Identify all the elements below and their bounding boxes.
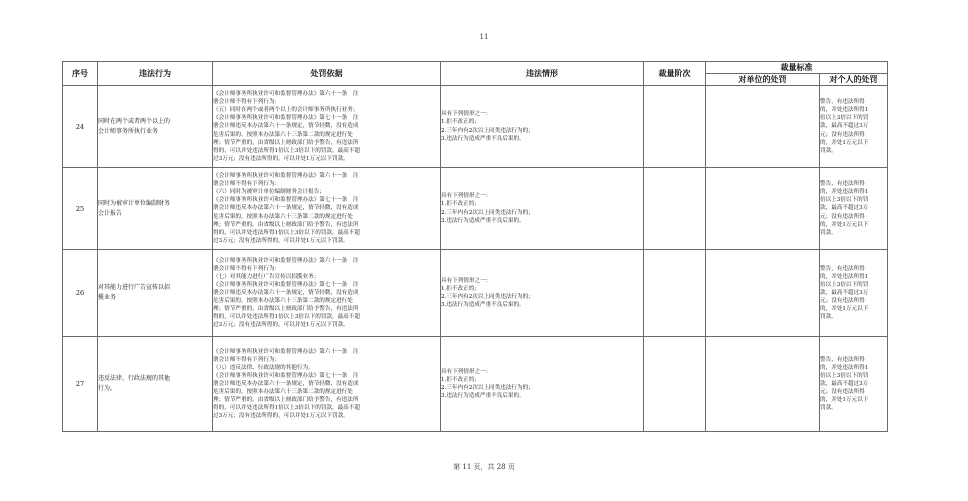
- person_penalty-line: 罚款。: [820, 314, 837, 321]
- basis-line: 危害后果的，按照本办法第六十三条第二款的规定进行处: [213, 389, 353, 396]
- cell-circumstance: [441, 337, 644, 432]
- basis-line: 过3万元；没有违法所得的，可以并处1万元以下罚款。: [213, 155, 349, 162]
- basis-line: 得的，可以并处违法所得1倍以上3倍以下的罚款，最高不超: [213, 405, 360, 412]
- circumstance-line: 2.三年内有2次以上同类违法行为的；: [441, 294, 534, 300]
- header-unit-penalty: 对单位的处罚: [706, 74, 820, 86]
- person_penalty-line: 的，并处违法所得1: [820, 107, 869, 114]
- person_penalty-line: 元；没有违法所得: [820, 213, 865, 220]
- basis-line: 册会计师不得有下列行为：: [213, 265, 281, 272]
- basis-line: 《会计师事务所执业许可和监督管理办法》第六十一条 注: [213, 91, 359, 98]
- violation-line: 会计报告: [98, 209, 123, 217]
- table-body: [63, 86, 888, 432]
- person_penalty-line: 罚款。: [820, 147, 837, 154]
- person_penalty-line: 元；没有违法所得: [820, 131, 865, 138]
- circumstance-line: 具有下列情形之一：: [441, 277, 492, 284]
- violation-line: 对其能力进行广告宣传以招: [98, 284, 171, 291]
- table-row: [63, 86, 888, 168]
- cell-violation: [98, 250, 213, 337]
- person_penalty-line: 倍以上3倍以下的罚: [820, 115, 869, 122]
- cell-level: [644, 86, 706, 168]
- basis-line: 得的，可以并处违法所得1倍以上3倍以下的罚款，最高不超: [213, 229, 360, 236]
- basis-line: 《会计师事务所执业许可和监督管理办法》第七十一条 注: [213, 372, 359, 379]
- basis-line: 《会计师事务所执业许可和监督管理办法》第七十一条 注: [213, 281, 359, 288]
- cell-basis: [213, 337, 441, 432]
- person_penalty-line: 倍以上3倍以下的罚: [820, 281, 869, 288]
- cell-level: [644, 250, 706, 337]
- header-violation: 违法行为: [98, 62, 213, 86]
- basis-line: 《会计师事务所执业许可和监督管理办法》第六十一条 注: [213, 348, 359, 355]
- person_penalty-line: 倍以上3倍以下的罚: [820, 197, 869, 204]
- basis-line: 册会计师违反本办法第六十一条规定，情节轻微，没有造成: [213, 205, 359, 212]
- person_penalty-line: 倍以上3倍以下的罚: [820, 372, 869, 379]
- basis-line: 《会计师事务所执业许可和监督管理办法》第六十一条 注: [213, 257, 359, 264]
- person_penalty-line: 警告，有违法所得: [820, 265, 865, 272]
- circumstance-line: 3.违法行为造成严重不良后果的。: [441, 217, 525, 224]
- person_penalty-line: 款，最高不超过3万: [820, 380, 869, 387]
- cell-level: [644, 337, 706, 432]
- person_penalty-line: 的，并处违法所得1: [820, 189, 869, 196]
- cell-violation: [98, 168, 213, 250]
- person_penalty-line: 款，最高不超过3万: [820, 123, 869, 130]
- cell-level: [644, 168, 706, 250]
- cell-basis: [213, 250, 441, 337]
- header-circumstance: 违法情形: [441, 62, 644, 86]
- basis-line: 理；情节严重的，由省级以上财政部门给予警告，有违法所: [213, 306, 359, 313]
- basis-line: 危害后果的，按照本办法第六十三条第二款的规定进行处: [213, 213, 353, 220]
- cell-circumstance: [441, 168, 644, 250]
- cell-unit-penalty: [706, 168, 820, 250]
- header-person-penalty: 对个人的处罚: [820, 74, 888, 86]
- basis-line: 册会计师不得有下列行为：: [213, 181, 281, 188]
- basis-line: 过3万元；没有违法所得的，可以并处1万元以下罚款。: [213, 237, 349, 244]
- basis-line: 得的，可以并处违法所得1倍以上3倍以下的罚款，最高不超: [213, 147, 360, 154]
- circumstance-line: 3.违法行为造成严重不良后果的。: [441, 135, 525, 142]
- header-standard: 裁量标准: [706, 62, 888, 74]
- basis-line: 得的，可以并处违法所得1倍以上3倍以下的罚款，最高不超: [213, 314, 360, 321]
- circumstance-line: 具有下列情形之一：: [441, 368, 492, 375]
- person_penalty-line: 元；没有违法所得: [820, 298, 865, 305]
- cell-seq: 25: [63, 168, 98, 250]
- basis-line: 册会计师不得有下列行为：: [213, 356, 281, 363]
- basis-line: 册会计师不得有下列行为：: [213, 99, 281, 106]
- person_penalty-line: 的，并处1万元以下: [820, 306, 869, 313]
- person_penalty-line: 的，并处违法所得1: [820, 364, 869, 371]
- violation-line: 揽业务: [98, 294, 117, 301]
- cell-unit-penalty: [706, 86, 820, 168]
- basis-line: 危害后果的，按照本办法第六十三条第二款的规定进行处: [213, 298, 353, 305]
- violation-line: 同时在两个或者两个以上的: [98, 117, 171, 125]
- person_penalty-line: 的，并处1万元以下: [820, 397, 869, 404]
- cell-violation: [98, 337, 213, 432]
- violation-line: 同时为被审计单位编制财务: [98, 199, 171, 207]
- basis-line: （五）同时在两个或者两个以上的会计师事务所执行业务；: [213, 107, 359, 114]
- basis-line: 理；情节严重的，由省级以上财政部门给予警告，有违法所: [213, 139, 359, 146]
- header-level: 裁量阶次: [644, 62, 706, 86]
- basis-line: 《会计师事务所执业许可和监督管理办法》第七十一条 注: [213, 115, 359, 122]
- basis-line: 理；情节严重的，由省级以上财政部门给予警告，有违法所: [213, 221, 359, 228]
- circumstance-line: 1.拒不改正的；: [441, 201, 480, 208]
- cell-unit-penalty: [706, 337, 820, 432]
- cell-person-penalty: [820, 86, 888, 168]
- header-basis: 处罚依据: [213, 62, 441, 86]
- person_penalty-line: 的，并处1万元以下: [820, 221, 869, 228]
- cell-unit-penalty: [706, 250, 820, 337]
- penalty-discretion-table: [62, 61, 888, 432]
- cell-circumstance: [441, 86, 644, 168]
- person_penalty-line: 元；没有违法所得: [820, 389, 865, 396]
- violation-line: 行为。: [98, 385, 117, 392]
- circumstance-line: 1.拒不改正的；: [441, 119, 480, 126]
- cell-circumstance: [441, 250, 644, 337]
- circumstance-line: 3.违法行为造成严重不良后果的。: [441, 393, 525, 400]
- cell-seq: 26: [63, 250, 98, 337]
- basis-line: 《会计师事务所执业许可和监督管理办法》第六十一条 注: [213, 173, 359, 180]
- basis-line: 册会计师违反本办法第六十一条规定，情节轻微，没有造成: [213, 380, 359, 387]
- basis-line: 过3万元；没有违法所得的，可以并处1万元以下罚款。: [213, 322, 349, 329]
- violation-line: 会计师事务所执行业务: [98, 127, 159, 135]
- person_penalty-line: 警告，有违法所得: [820, 99, 865, 106]
- basis-line: 危害后果的，按照本办法第六十三条第二款的规定进行处: [213, 131, 353, 138]
- person_penalty-line: 的，并处1万元以下: [820, 139, 869, 146]
- table-row: [63, 168, 888, 250]
- person_penalty-line: 警告，有违法所得: [820, 356, 865, 363]
- cell-seq: 27: [63, 337, 98, 432]
- basis-line: 《会计师事务所执业许可和监督管理办法》第七十一条 注: [213, 197, 359, 204]
- person_penalty-line: 罚款。: [820, 405, 837, 412]
- person_penalty-line: 警告，有违法所得: [820, 181, 865, 188]
- circumstance-line: 2.三年内有2次以上同类违法行为的；: [441, 127, 534, 134]
- cell-basis: [213, 86, 441, 168]
- circumstance-line: 具有下列情形之一：: [441, 193, 492, 200]
- header-seq: 序号: [63, 62, 98, 86]
- person_penalty-line: 罚款。: [820, 229, 837, 236]
- table-row: [63, 250, 888, 337]
- table-row: [63, 337, 888, 432]
- basis-line: （七）对其能力进行广告宣传以招揽业务；: [213, 273, 320, 280]
- basis-line: （八）违反法律、行政法规的其他行为。: [213, 364, 314, 371]
- circumstance-line: 2.三年内有2次以上同类违法行为的；: [441, 209, 534, 216]
- violation-line: 违反法律、行政法规的其他: [98, 375, 171, 382]
- basis-line: 过3万元；没有违法所得的，可以并处1万元以下罚款。: [213, 413, 349, 420]
- person_penalty-line: 款，最高不超过3万: [820, 289, 869, 296]
- circumstance-line: 3.违法行为造成严重不良后果的。: [441, 302, 525, 309]
- circumstance-line: 1.拒不改正的；: [441, 285, 480, 292]
- cell-person-penalty: [820, 168, 888, 250]
- cell-person-penalty: [820, 337, 888, 432]
- cell-person-penalty: [820, 250, 888, 337]
- cell-basis: [213, 168, 441, 250]
- circumstance-line: 2.三年内有2次以上同类违法行为的；: [441, 385, 534, 391]
- person_penalty-line: 款，最高不超过3万: [820, 205, 869, 212]
- cell-violation: [98, 86, 213, 168]
- cell-seq: 24: [63, 86, 98, 168]
- basis-line: 理；情节严重的，由省级以上财政部门给予警告，有违法所: [213, 397, 359, 404]
- basis-line: 册会计师违反本办法第六十一条规定，情节轻微，没有造成: [213, 123, 359, 130]
- circumstance-line: 1.拒不改正的；: [441, 376, 480, 383]
- page-footer: 第 11 页，共 28 页: [453, 463, 515, 471]
- top-page-number: 11: [479, 33, 489, 41]
- person_penalty-line: 的，并处违法所得1: [820, 273, 869, 280]
- circumstance-line: 具有下列情形之一：: [441, 111, 492, 118]
- basis-line: （六）同时为被审计单位编制财务会计报告；: [213, 189, 325, 196]
- basis-line: 册会计师违反本办法第六十一条规定，情节轻微，没有造成: [213, 289, 359, 296]
